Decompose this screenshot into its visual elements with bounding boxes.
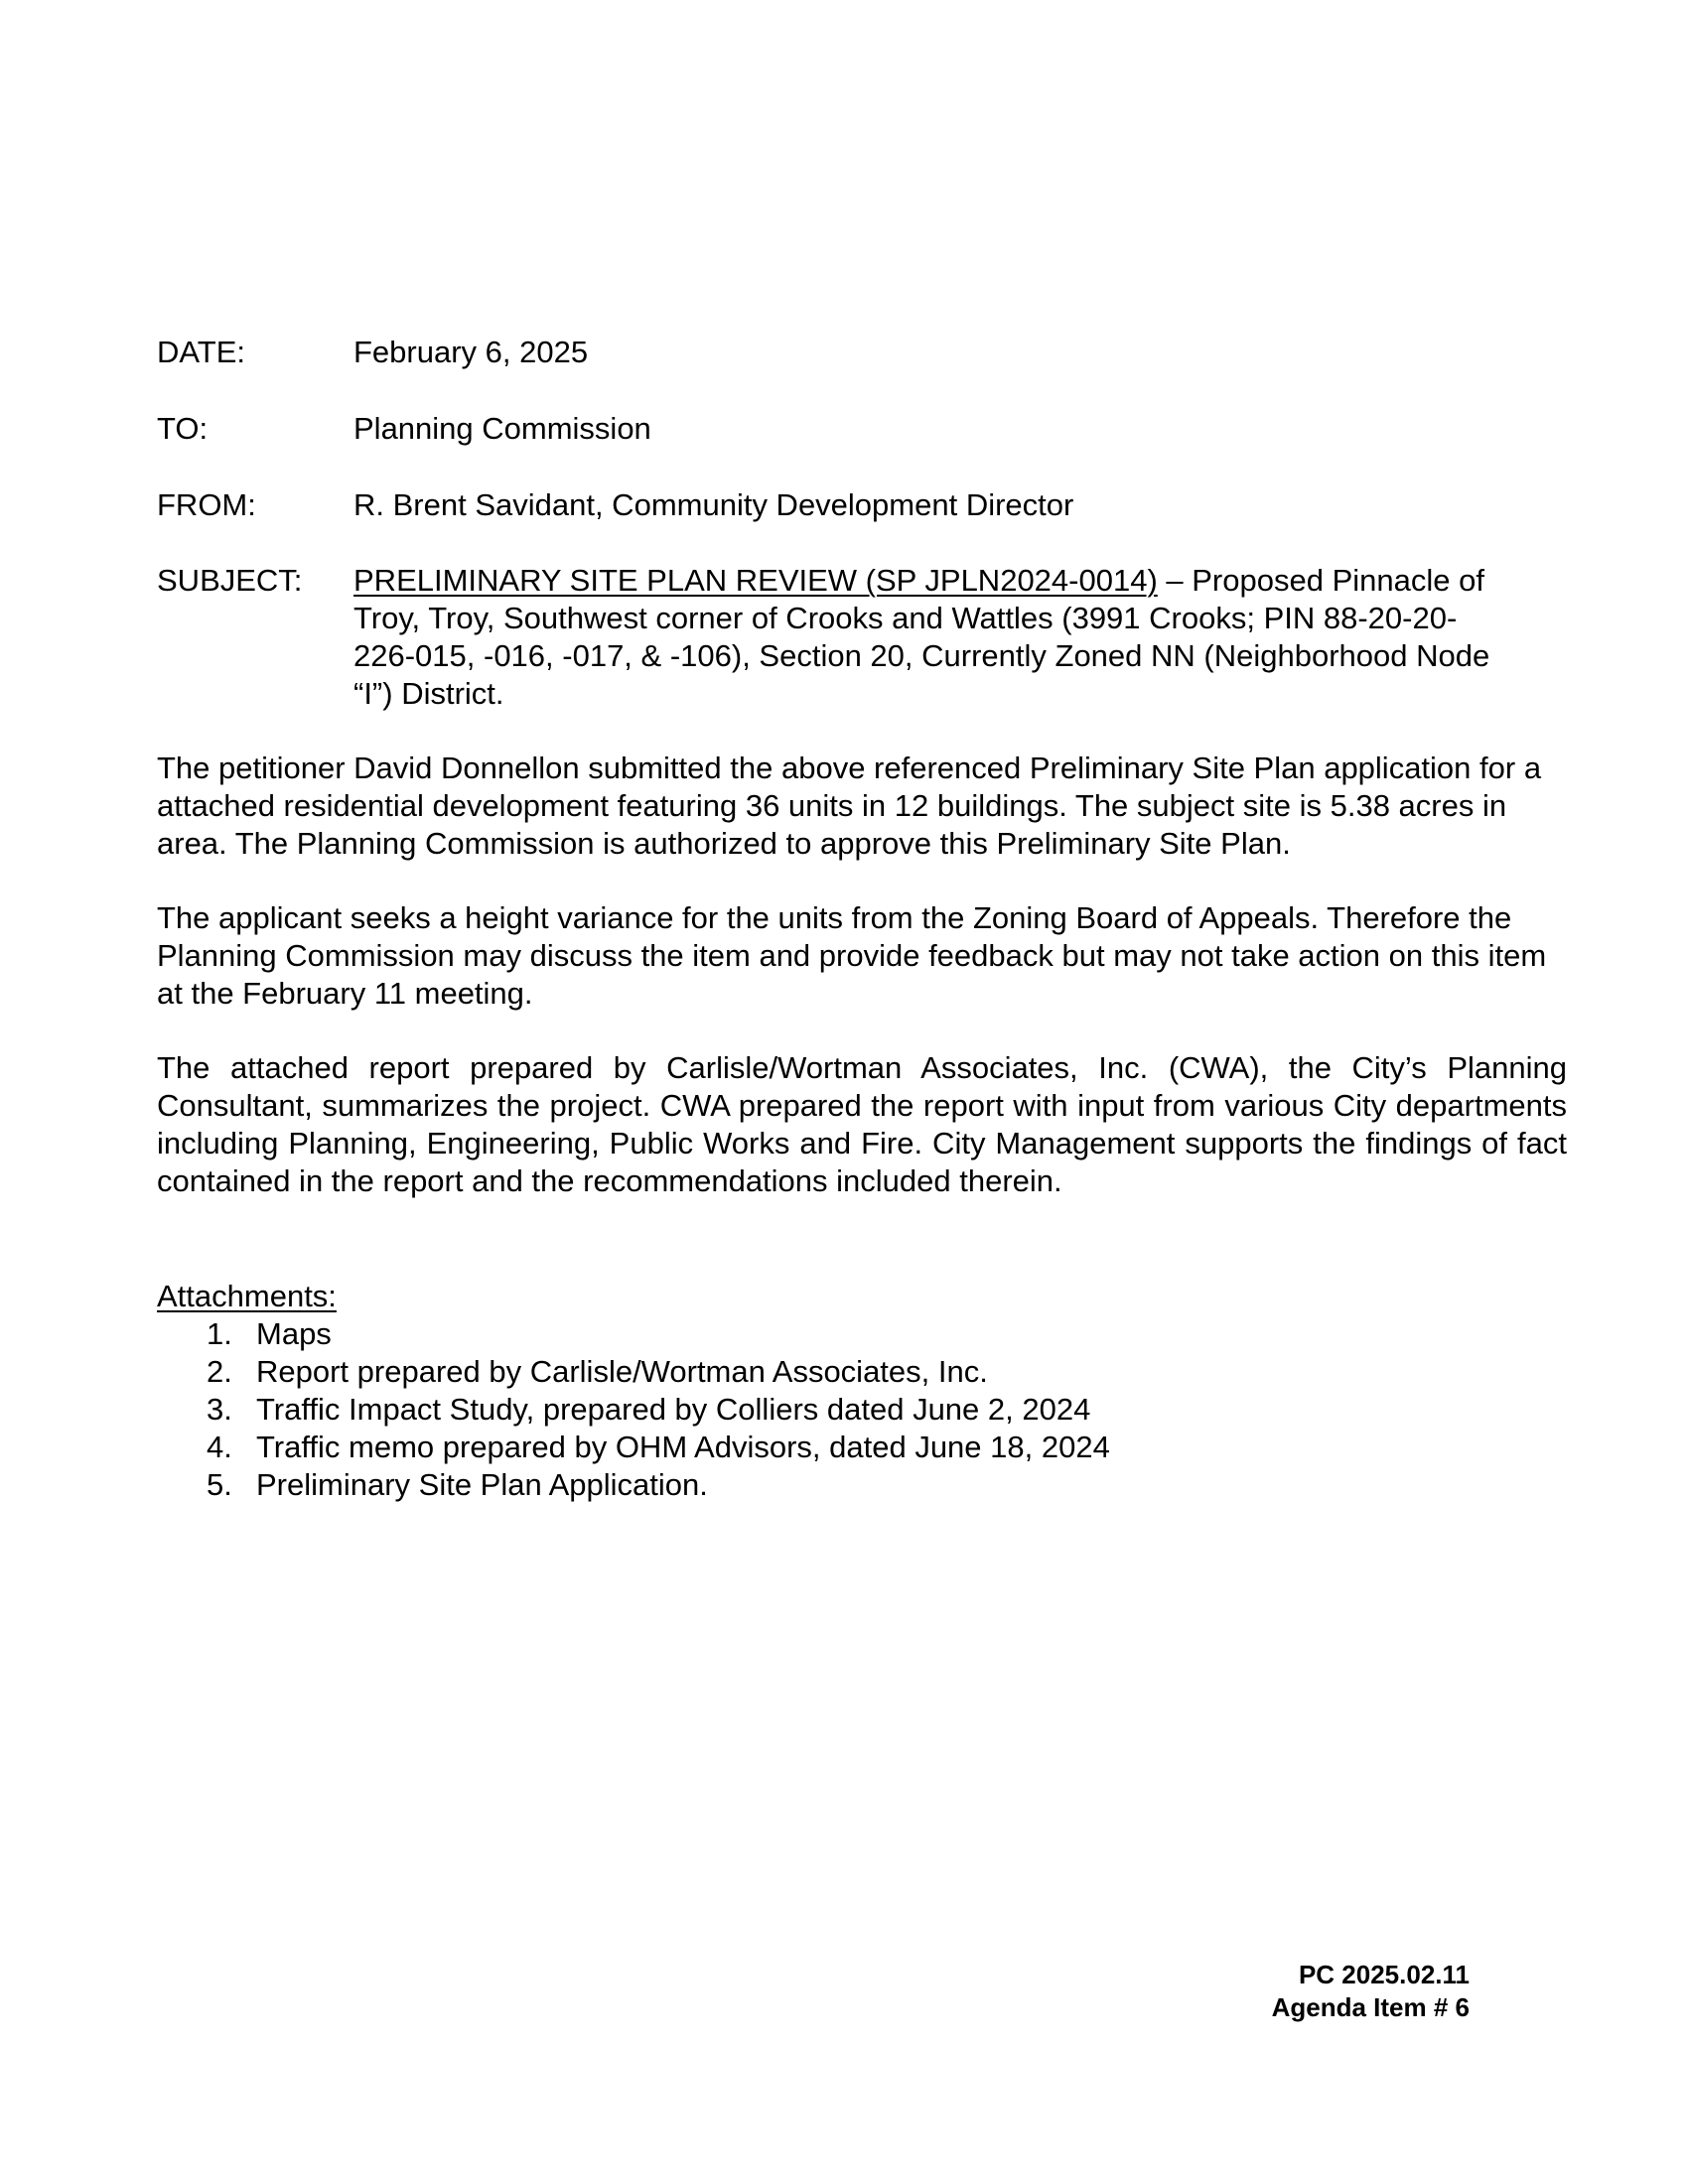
attachments-title: Attachments: [157,1279,337,1313]
list-item-number: 1. [207,1316,232,1351]
list-item-text: Traffic memo prepared by OHM Advisors, dated June 18, 2024 [256,1430,1110,1464]
subject-line-1 [353,562,1567,600]
list-item-text: Maps [256,1316,332,1351]
footer-meeting-code: PC 2025.02.11 [1298,1960,1470,1989]
date-label: DATE: [157,335,245,369]
date-value: February 6, 2025 [353,335,589,369]
footer-agenda-item: Agenda Item # 6 [1271,1992,1470,2022]
attachments-list [157,1315,1110,1504]
list-item-number: 5. [207,1467,232,1502]
subject-line-1-rest: – Proposed Pinnacle of [1157,563,1484,598]
list-item [157,1429,1110,1466]
subject-value [353,562,1567,713]
list-item-text: Report prepared by Carlisle/Wortman Associates, Inc. [256,1354,988,1389]
list-item [157,1466,1110,1504]
to-label: TO: [157,411,209,446]
subject-line-3: 226-015, -016, -017, & -106), Section 20, Currently Zoned NN (Neighborhood Node [353,638,1490,673]
list-item-number: 2. [207,1354,232,1389]
subject-title: PRELIMINARY SITE PLAN REVIEW (SP JPLN2024-0014) [353,563,1158,598]
list-item [157,1391,1110,1429]
list-item-number: 3. [207,1392,232,1427]
from-value: R. Brent Savidant, Community Development Director [353,487,1074,522]
from-label: FROM: [157,487,256,522]
subject-line-2: Troy, Troy, Southwest corner of Crooks and Wattles (3991 Crooks; PIN 88-20-20- [353,601,1458,635]
body-paragraph-1: The petitioner David Donnellon submitted the above referenced Preliminary Site Plan application for a attached residential development featuring 36 units in 12 buildings. The subject site is 5.38 acres in area. The Planning Commission is authorized to approve this Preliminary Site Plan. [157,751,1542,861]
body-paragraph-3: The attached report prepared by Carlisle/Wortman Associates, Inc. (CWA), the City’s Planning Consultant, summarizes the project. CWA prepared the report with input from various City departments including Planning, Engineering, Public Works and Fire. City Management supports the findings of fact contained in the report and the recommendations included therein. [157,1050,1567,1198]
subject-line-4: “I”) District. [353,676,504,711]
body-paragraph-2: The applicant seeks a height variance for the units from the Zoning Board of Appeals. Therefore the Planning Commission may discuss the item and provide feedback but may not take action on this item at the February 11 meeting. [157,900,1547,1011]
list-item-text: Preliminary Site Plan Application. [256,1467,708,1502]
list-item-text: Traffic Impact Study, prepared by Colliers dated June 2, 2024 [256,1392,1091,1427]
subject-label: SUBJECT: [157,563,303,598]
list-item-number: 4. [207,1430,232,1464]
list-item [157,1315,1110,1353]
to-value: Planning Commission [353,411,651,446]
list-item [157,1353,1110,1391]
agenda-footer [1272,1959,1470,2024]
